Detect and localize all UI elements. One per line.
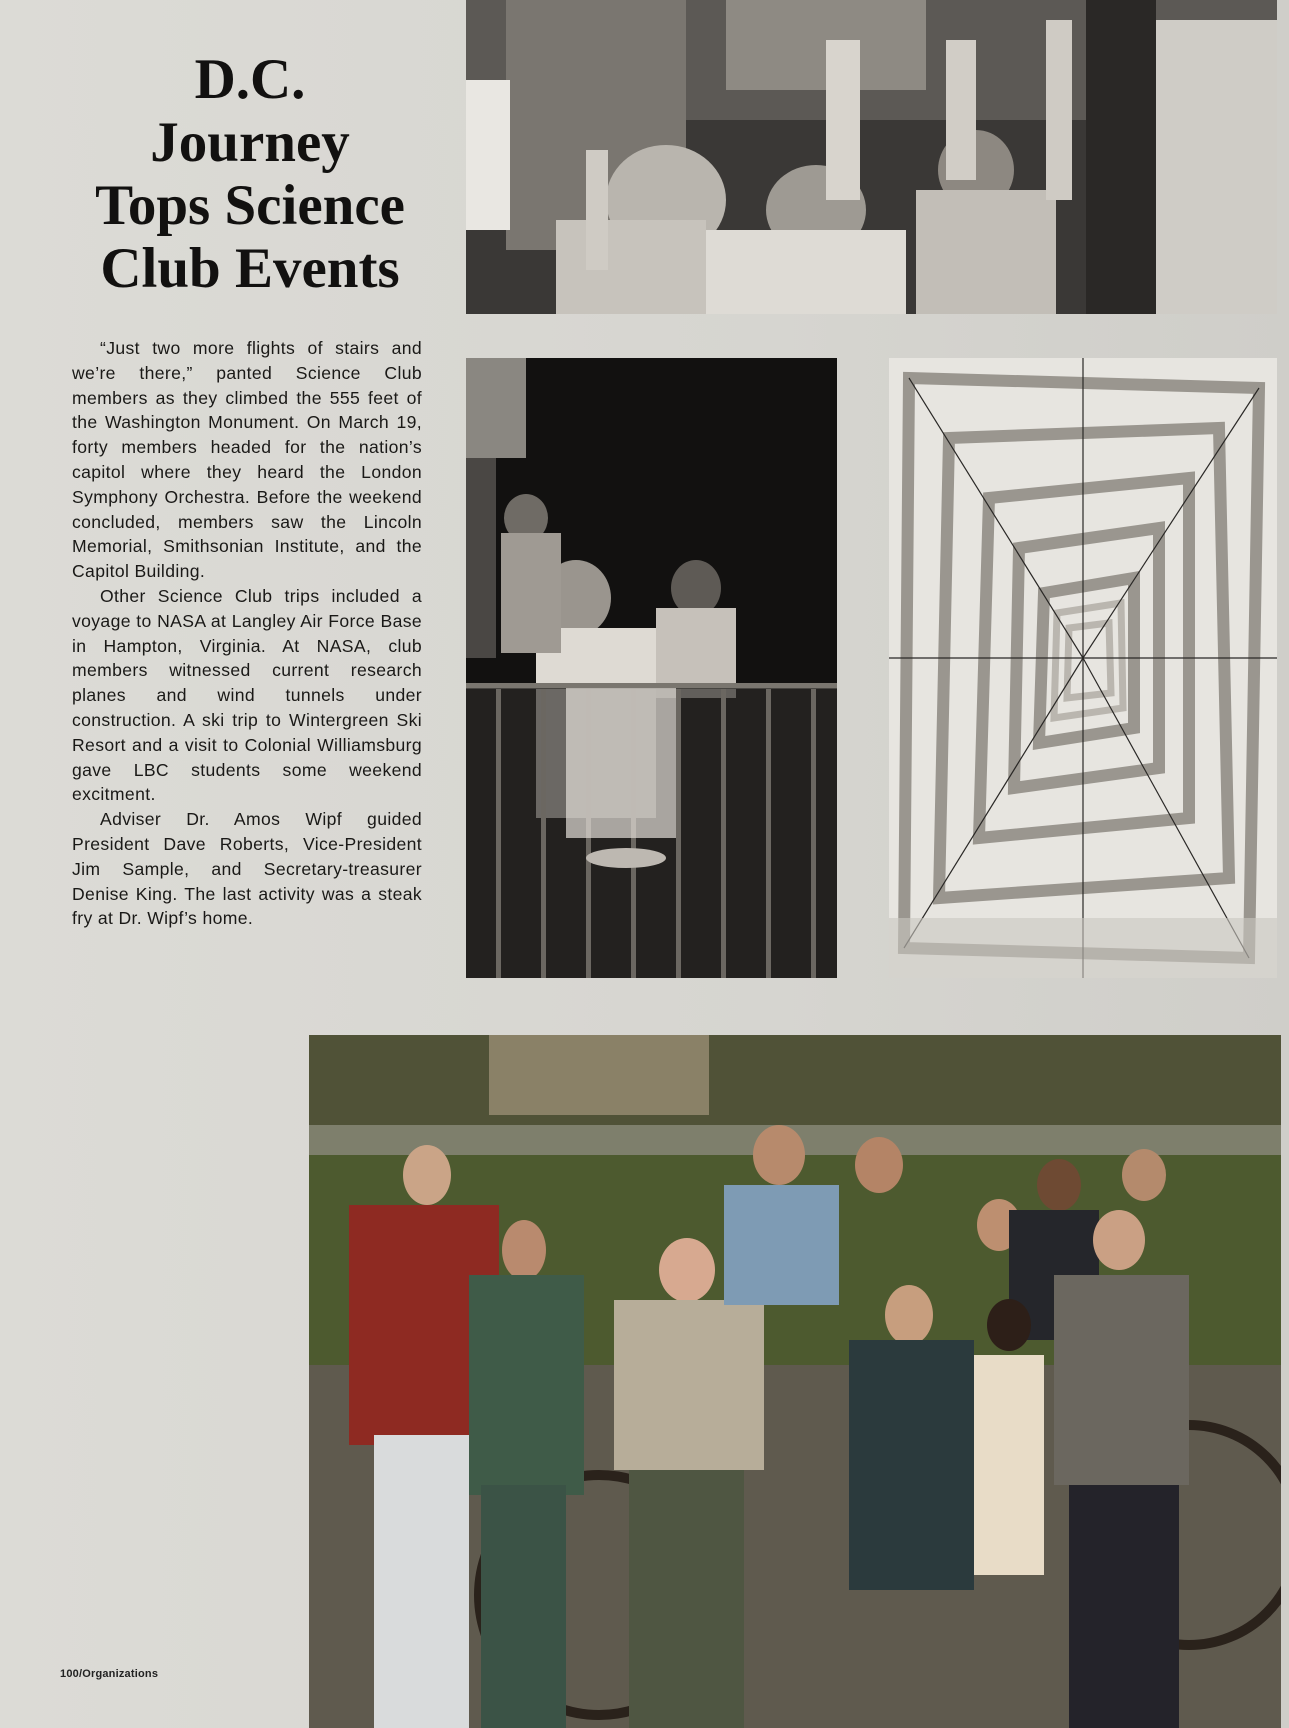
headline-line-2: Journey [150, 111, 350, 174]
photo-group-carriage [309, 1035, 1281, 1728]
page-headline [50, 48, 450, 300]
photo-geometric-structure [889, 358, 1277, 978]
photo-raised-hands [466, 0, 1277, 314]
article-paragraph: Adviser Dr. Amos Wipf guided President Dave Roberts, Vice-President Jim Sample, and Secretary-treasurer Denise King. The last activity was a steak fry at Dr. Wipf’s home. [72, 809, 422, 929]
article-paragraph: “Just two more flights of stairs and we’re there,” panted Science Club members as they climbed the 555 feet of the Washington Monument. On March 19, forty members headed for the nation’s capitol where they heard the London Symphony Orchestra. Before the weekend concluded, members saw the Lincoln Memorial, Smithsonian Institute, and the Capitol Building. [72, 338, 422, 582]
article-paragraph: Other Science Club trips included a voyage to NASA at Langley Air Force Base in Hampton, Virginia. At NASA, club members witnessed current research planes and wind tunnels under construction. A ski trip to Wintergreen Ski Resort and a visit to Colonial Williamsburg gave LBC students some weekend excitment. [72, 585, 422, 805]
article-body [72, 336, 422, 931]
page-folio: 100/Organizations [60, 1668, 159, 1680]
headline-line-1: D.C. [194, 48, 306, 111]
photo-balcony-audience [466, 358, 837, 978]
headline-line-4: Club Events [100, 237, 400, 300]
headline-line-3: Tops Science [95, 174, 405, 237]
